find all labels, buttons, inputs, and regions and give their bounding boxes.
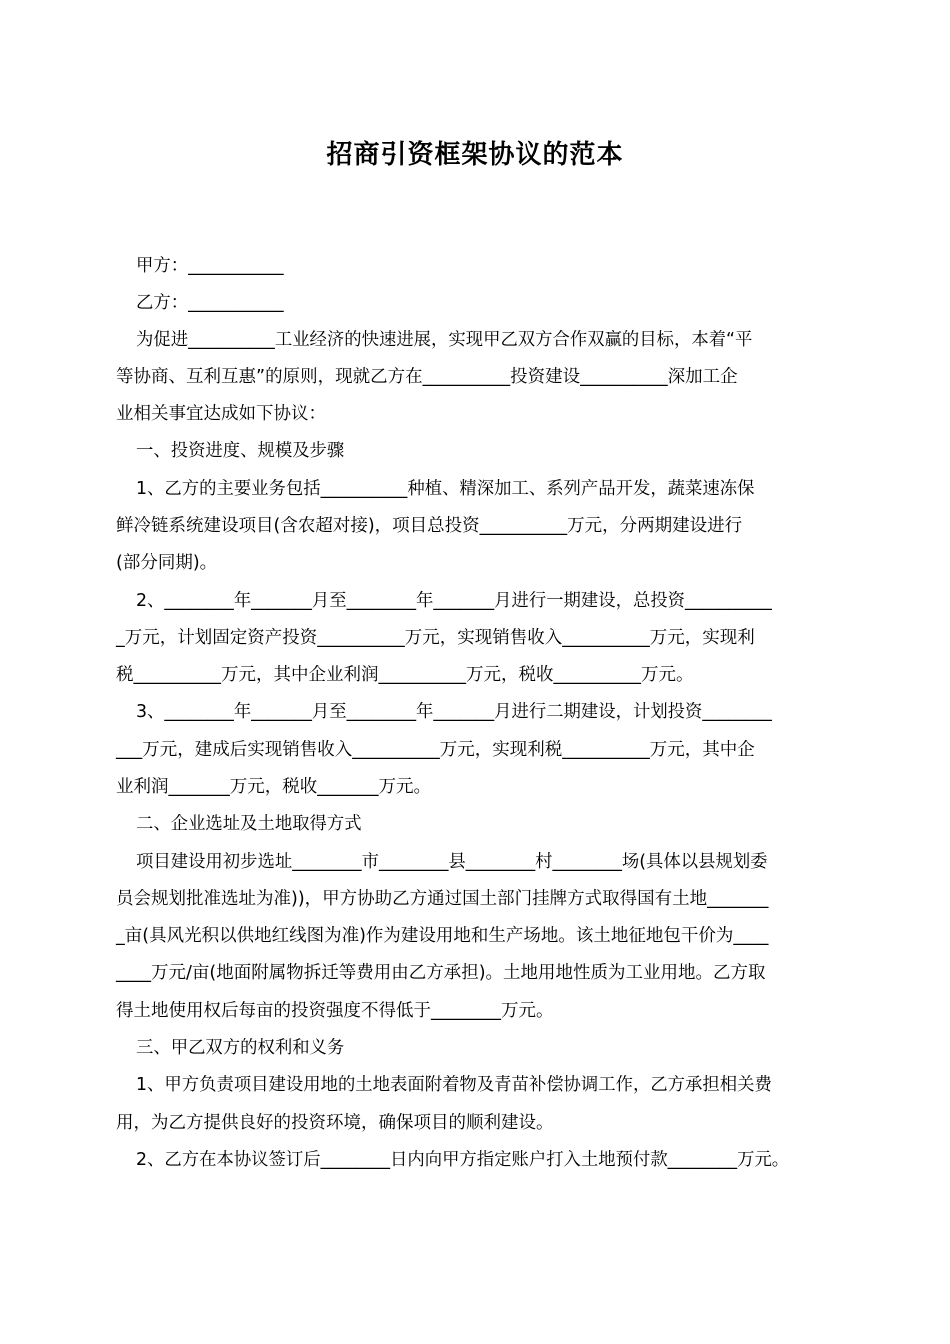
paragraph-line: 税__________万元，其中企业利润__________万元，税收__________万元。 bbox=[116, 665, 694, 685]
party-a-line: 甲方：___________ bbox=[136, 256, 284, 276]
paragraph-line: 用，为乙方提供良好的投资环境，确保项目的顺利建设。 bbox=[116, 1113, 554, 1133]
section-heading: 一、投资进度、规模及步骤 bbox=[136, 441, 345, 461]
paragraph-line: 为促进__________工业经济的快速进展，实现甲乙双方合作双赢的目标，本着“平 bbox=[136, 330, 753, 350]
paragraph-line: _万元，计划固定资产投资__________万元，实现销售收入__________万元，实现利 bbox=[116, 628, 755, 648]
paragraph-line: 业利润_______万元，税收_______万元。 bbox=[116, 777, 431, 797]
paragraph-line: 业相关事宜达成如下协议： bbox=[116, 404, 326, 424]
paragraph-line: ___万元，建成后实现销售收入__________万元，实现利税__________万元，其中企 bbox=[116, 740, 755, 760]
paragraph-line: 1、乙方的主要业务包括__________种植、精深加工、系列产品开发，蔬菜速冻保 bbox=[136, 479, 755, 499]
paragraph-line: ____万元/亩(地面附属物拆迁等费用由乙方承担)。土地用地性质为工业用地。乙方取 bbox=[116, 963, 766, 983]
paragraph-line: 2、乙方在本协议签订后________日内向甲方指定账户打入土地预付款________万元。 bbox=[136, 1150, 790, 1170]
section-heading: 二、企业选址及土地取得方式 bbox=[136, 814, 362, 834]
document-title: 招商引资框架协议的范本 bbox=[326, 140, 624, 170]
paragraph-line: 2、________年_______月至________年_______月进行一期建设，总投资__________ bbox=[136, 591, 772, 611]
paragraph-line: (部分同期)。 bbox=[116, 553, 218, 573]
paragraph-line: 鲜冷链系统建设项目(含农超对接)，项目总投资__________万元，分两期建设进行 bbox=[116, 516, 743, 536]
paragraph-line: 员会规划批准选址为准))，甲方协助乙方通过国土部门挂牌方式取得国有土地_______ bbox=[116, 889, 769, 909]
paragraph-line: _亩(具风光积以供地红线图为准)作为建设用地和生产场地。该土地征地包干价为____ bbox=[116, 926, 769, 946]
paragraph-line: 1、甲方负责项目建设用地的土地表面附着物及青苗补偿协调工作，乙方承担相关费 bbox=[136, 1075, 772, 1095]
section-heading: 三、甲乙双方的权利和义务 bbox=[136, 1038, 345, 1058]
paragraph-line: 得土地使用权后每亩的投资强度不得低于________万元。 bbox=[116, 1001, 554, 1021]
paragraph-line: 3、________年_______月至________年_______月进行二期建设，计划投资________ bbox=[136, 702, 772, 722]
party-b-line: 乙方：___________ bbox=[136, 293, 284, 313]
paragraph-line: 等协商、互利互惠”的原则，现就乙方在__________投资建设__________深加工企 bbox=[116, 367, 738, 387]
paragraph-line: 项目建设用初步选址________市________县________村________场(具体以县规划委 bbox=[136, 852, 768, 872]
